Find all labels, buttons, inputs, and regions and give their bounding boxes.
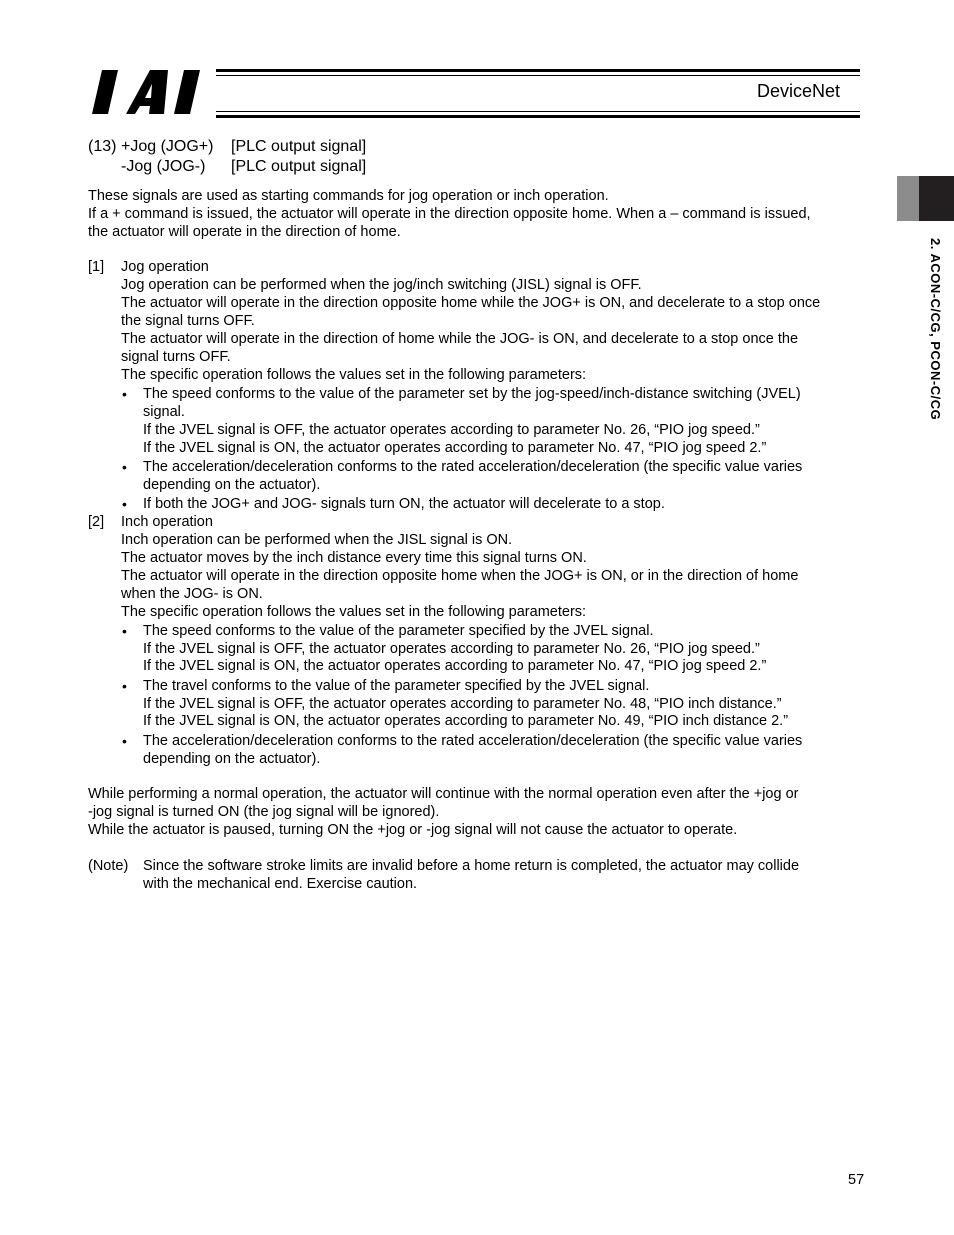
header-rule-top-thin — [216, 75, 860, 76]
jog-line: The actuator will operate in the direction opposite home while the JOG+ is ON, and decelerate to a stop once — [121, 295, 821, 311]
inch-line: Inch operation can be performed when the JISL signal is ON. — [121, 532, 513, 548]
jog-bullet-line: signal. — [143, 404, 185, 420]
jog-line: signal turns OFF. — [121, 349, 231, 365]
inch-line: The actuator moves by the inch distance every time this signal turns ON. — [121, 550, 587, 566]
bullet-icon: • — [122, 678, 127, 694]
jog-line: the signal turns OFF. — [121, 313, 255, 329]
inch-bullet-line: If the JVEL signal is OFF, the actuator operates according to parameter No. 26, “PIO jog speed.” — [143, 641, 760, 657]
bullet-icon: • — [122, 386, 127, 402]
note-line: Since the software stroke limits are invalid before a home return is completed, the actuator may collide — [143, 858, 800, 874]
inch-bullet-line: The travel conforms to the value of the parameter specified by the JVEL signal. — [143, 678, 650, 694]
iai-logo — [92, 68, 210, 116]
jog-bullet-line: If the JVEL signal is OFF, the actuator operates according to parameter No. 26, “PIO jog speed.” — [143, 422, 760, 438]
heading-number: (13) — [88, 138, 117, 155]
section-title: DeviceNet — [756, 81, 840, 101]
jog-bullet-line: If both the JOG+ and JOG- signals turn ON, the actuator will decelerate to a stop. — [143, 496, 665, 512]
jog-line: Jog operation can be performed when the jog/inch switching (JISL) signal is OFF. — [121, 277, 642, 293]
inch-bullet-line: If the JVEL signal is OFF, the actuator operates according to parameter No. 48, “PIO inch distance.” — [143, 696, 782, 712]
bullet-icon: • — [122, 623, 127, 639]
page-number: 57 — [848, 1172, 865, 1188]
jog-line: The actuator will operate in the direction of home while the JOG- is ON, and decelerate to a stop once the — [121, 331, 799, 347]
note-line: with the mechanical end. Exercise caution. — [143, 876, 418, 892]
chapter-tab-grey — [897, 176, 919, 221]
inch-bullet-line: The speed conforms to the value of the parameter specified by the JVEL signal. — [143, 623, 654, 639]
heading-type-1: [PLC output signal] — [231, 138, 367, 155]
bullet-icon: • — [122, 496, 127, 512]
chapter-tab-black — [919, 176, 954, 221]
closing-line: While performing a normal operation, the actuator will continue with the normal operation even after the +jog or — [88, 786, 799, 802]
inch-title: Inch operation — [121, 514, 213, 530]
inch-line: The specific operation follows the values set in the following parameters: — [121, 604, 587, 620]
inch-bullet-line: If the JVEL signal is ON, the actuator operates according to parameter No. 47, “PIO jog speed 2.” — [143, 658, 767, 674]
jog-title: Jog operation — [121, 259, 209, 275]
header-rule-bottom-thin — [216, 111, 860, 112]
header-rule-bottom-thick — [216, 115, 860, 118]
inch-bullet-line: If the JVEL signal is ON, the actuator operates according to parameter No. 49, “PIO inch distance 2.” — [143, 713, 789, 729]
inch-bullet-line: The acceleration/deceleration conforms to the rated acceleration/deceleration (the specific value varies — [143, 733, 803, 749]
jog-bullet-line: The acceleration/deceleration conforms to the rated acceleration/deceleration (the specific value varies — [143, 459, 803, 475]
jog-number: [1] — [88, 259, 105, 275]
inch-number: [2] — [88, 514, 105, 530]
jog-bullet-line: The speed conforms to the value of the parameter set by the jog-speed/inch-distance switching (JVEL) — [143, 386, 801, 402]
closing-line: While the actuator is paused, turning ON the +jog or -jog signal will not cause the actuator to operate. — [88, 822, 738, 838]
header-rule-top-thick — [216, 69, 860, 72]
jog-bullet-line: depending on the actuator). — [143, 477, 321, 493]
bullet-icon: • — [122, 459, 127, 475]
inch-bullet-line: depending on the actuator). — [143, 751, 321, 767]
bullet-icon: • — [122, 733, 127, 749]
heading-signal-1: +Jog (JOG+) — [121, 138, 214, 155]
intro-line: If a + command is issued, the actuator will operate in the direction opposite home. When a – command is issued, — [88, 206, 811, 222]
heading-type-2: [PLC output signal] — [231, 158, 367, 175]
note-label: (Note) — [88, 858, 129, 874]
jog-line: The specific operation follows the values set in the following parameters: — [121, 367, 587, 383]
closing-line: -jog signal is turned ON (the jog signal will be ignored). — [88, 804, 440, 820]
chapter-label: 2. ACON-C/CG, PCON-C/CG — [928, 238, 943, 421]
jog-bullet-line: If the JVEL signal is ON, the actuator operates according to parameter No. 47, “PIO jog speed 2.” — [143, 440, 767, 456]
intro-line: These signals are used as starting commands for jog operation or inch operation. — [88, 188, 609, 204]
heading-signal-2: -Jog (JOG-) — [121, 158, 206, 175]
inch-line: when the JOG- is ON. — [121, 586, 263, 602]
intro-line: the actuator will operate in the direction of home. — [88, 224, 401, 240]
inch-line: The actuator will operate in the direction opposite home when the JOG+ is ON, or in the direction of home — [121, 568, 799, 584]
